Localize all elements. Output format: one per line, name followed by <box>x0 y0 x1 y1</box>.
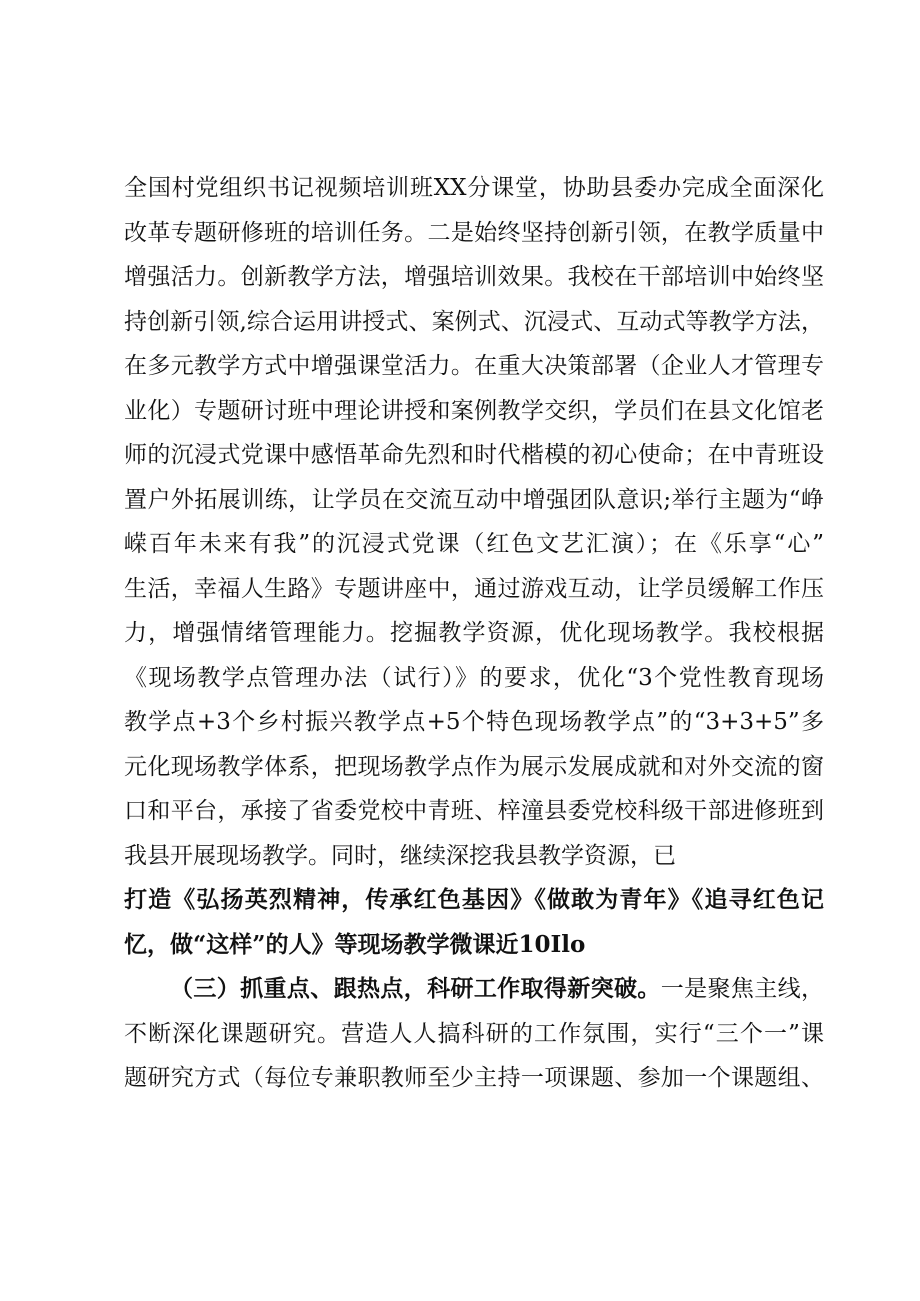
text-line: 置户外拓展训练，让学员在交流互动中增强团队意识;举行主题为“峥 <box>124 486 824 513</box>
text-line: 增强活力。创新教学方法，增强培训效果。我校在干部培训中始终坚 <box>124 264 824 290</box>
text-line: 我县开展现场教学。同时，继续深挖我县教学资源，已 <box>124 842 676 869</box>
text-line: 持创新引领,综合运用讲授式、案例式、沉浸式、互动式等教学方法， <box>124 308 824 335</box>
section-heading: （三）抓重点、跟热点，科研工作取得新突破。 <box>170 975 661 1002</box>
text-line: 《现场教学点管理办法（试行）》的要求，优化“3个党性教育现场 <box>124 664 824 691</box>
document-body <box>124 166 824 1101</box>
text-line: 嵘百年未来有我”的沉浸式党课（红色文艺汇演）；在《乐享“心” <box>124 531 824 557</box>
text-line: 力，增强情绪管理能力。挖掘教学资源，优化现场教学。我校根据 <box>124 620 824 646</box>
section-heading-line <box>124 967 824 1012</box>
text-line-bold: 打造《弘扬英烈精神，传承红色基因》《做敢为青年》《追寻红色记 <box>124 886 824 913</box>
paragraph-1 <box>124 166 824 878</box>
text-line: 师的沉浸式党课中感悟革命先烈和时代楷模的初心使命；在中青班设 <box>124 442 824 468</box>
section-heading-rest: 一是聚焦主线， <box>660 976 824 1002</box>
text-line: 改革专题研修班的培训任务。二是始终坚持创新引领，在教学质量中 <box>124 219 824 246</box>
text-line: 生活，幸福人生路》专题讲座中，通过游戏互动，让学员缓解工作压 <box>124 575 824 602</box>
paragraph-2 <box>124 878 824 967</box>
text-line: 题研究方式（每位专兼职教师至少主持一项课题、参加一个课题组、 <box>124 1065 824 1091</box>
text-line: 口和平台，承接了省委党校中青班、梓潼县委党校科级干部进修班到 <box>124 798 824 824</box>
text-line: 元化现场教学体系，把现场教学点作为展示发展成就和对外交流的窗 <box>124 753 824 780</box>
text-line: 在多元教学方式中增强课堂活力。在重大决策部署（企业人才管理专 <box>124 353 824 379</box>
text-line: 业化）专题研讨班中理论讲授和案例教学交织，学员们在县文化馆老 <box>124 397 824 424</box>
text-line-bold: 忆，做“这样”的人》等现场教学微课近10Ilo <box>124 930 586 958</box>
paragraph-3 <box>124 967 824 1101</box>
text-line: 教学点+3个乡村振兴教学点+5个特色现场教学点”的“3+3+5”多 <box>124 709 824 735</box>
text-line: 不断深化课题研究。营造人人搞科研的工作氛围，实行“三个一”课 <box>124 1020 824 1047</box>
text-line: 全国村党组织书记视频培训班XX分课堂，协助县委办完成全面深化 <box>124 175 824 201</box>
